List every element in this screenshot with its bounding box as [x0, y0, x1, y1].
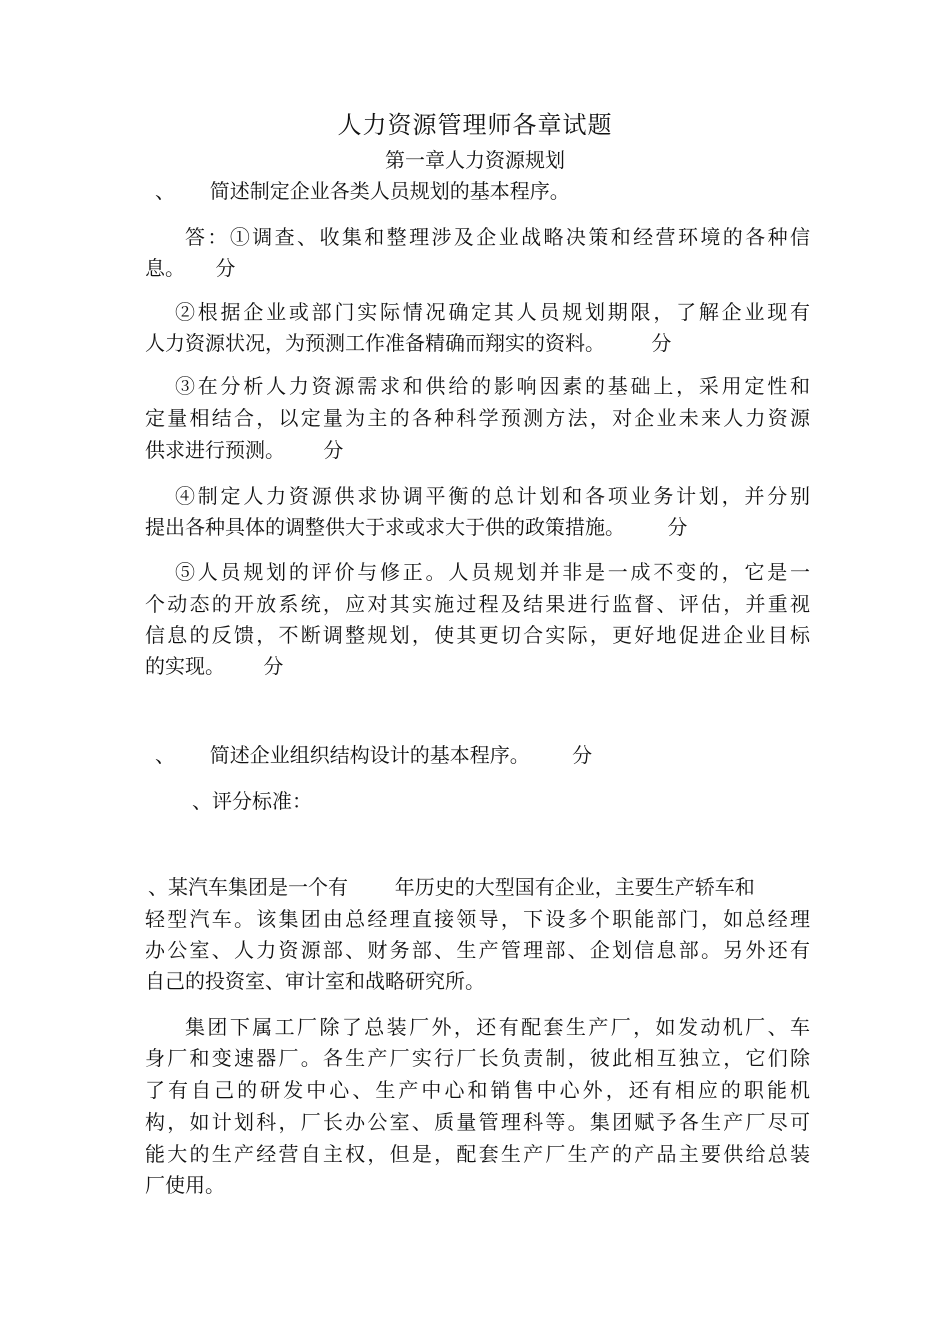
answer-1-line-2	[145, 253, 810, 283]
answer-3-line-3-text: 供求进行预测。	[145, 438, 285, 462]
answer-1-line-1: 答：①调查、收集和整理涉及企业战略决策和经营环境的各种信	[185, 225, 810, 249]
answer-3-line-2: 定量相结合，以定量为主的各种科学预测方法，对企业未来人力资源	[145, 406, 810, 430]
case-2-line-3: 了有自己的研发中心、生产中心和销售中心外，还有相应的职能机	[145, 1078, 810, 1102]
question-2	[155, 740, 820, 770]
document-title: 人力资源管理师各章试题	[337, 111, 613, 139]
score-label: 分	[263, 654, 284, 678]
answer-5-line-4-text: 的实现。	[145, 654, 225, 678]
case-2-line-6: 厂使用。	[145, 1173, 225, 1197]
answer-2-line-1: ②根据企业或部门实际情况确定其人员规划期限，了解企业现有	[175, 300, 810, 324]
answer-4-line-2	[145, 512, 810, 542]
answer-4-line-1: ④制定人力资源供求协调平衡的总计划和各项业务计划，并分别	[175, 484, 810, 508]
answer-1-line-2-text: 息。	[145, 256, 185, 280]
case-1-line-3: 办公室、人力资源部、财务部、生产管理部、企划信息部。另外还有	[145, 938, 810, 962]
answer-2-line-2	[145, 328, 810, 358]
score-label: 分	[323, 438, 344, 462]
score-label: 分	[667, 515, 688, 539]
score-label: 分	[572, 743, 593, 767]
case-1-line-1-part-b: 年历史的大型国有企业，主要生产轿车和	[394, 875, 755, 899]
score-label: 分	[651, 331, 672, 355]
case-2-line-4: 构，如计划科，厂长办公室、质量管理科等。集团赋予各生产厂尽可	[145, 1110, 810, 1134]
answer-3-line-3	[145, 435, 810, 465]
case-1-line-1	[148, 872, 810, 902]
answer-4-line-2-text: 提出各种具体的调整供大于求或求大于供的政策措施。	[145, 515, 625, 539]
case-1-line-4: 自己的投资室、审计室和战略研究所。	[145, 969, 485, 993]
case-1-line-2: 轻型汽车。该集团由总经理直接领导，下设多个职能部门，如总经理	[145, 907, 810, 931]
answer-5-line-1: ⑤人员规划的评价与修正。人员规划并非是一成不变的，它是一	[175, 560, 810, 584]
question-2-number-mark: 、	[155, 743, 175, 767]
answer-5-line-3: 信息的反馈，不断调整规划，使其更切合实际，更好地促进企业目标	[145, 623, 810, 647]
case-1-line-1-part-a: 、某汽车集团是一个有	[148, 875, 348, 899]
question-1	[155, 176, 820, 206]
chapter-heading: 第一章人力资源规划	[385, 148, 565, 172]
case-2-line-2: 身厂和变速器厂。各生产厂实行厂长负责制，彼此相互独立，它们除	[145, 1046, 810, 1070]
score-label: 分	[215, 256, 236, 280]
scoring-criteria-label: 、评分标准：	[192, 789, 312, 813]
answer-5-line-2: 个动态的开放系统，应对其实施过程及结果进行监督、评估，并重视	[145, 592, 810, 616]
answer-2-line-2-text: 人力资源状况，为预测工作准备精确而翔实的资料。	[145, 331, 605, 355]
question-1-text: 简述制定企业各类人员规划的基本程序。	[209, 179, 570, 203]
case-2-line-1: 集团下属工厂除了总装厂外，还有配套生产厂，如发动机厂、车	[185, 1015, 810, 1039]
question-2-text: 简述企业组织结构设计的基本程序。	[209, 743, 530, 767]
question-1-number-mark: 、	[155, 179, 175, 203]
case-2-line-5: 能大的生产经营自主权，但是，配套生产厂生产的产品主要供给总装	[145, 1142, 810, 1166]
answer-5-line-4	[145, 651, 810, 681]
answer-3-line-1: ③在分析人力资源需求和供给的影响因素的基础上，采用定性和	[175, 374, 810, 398]
